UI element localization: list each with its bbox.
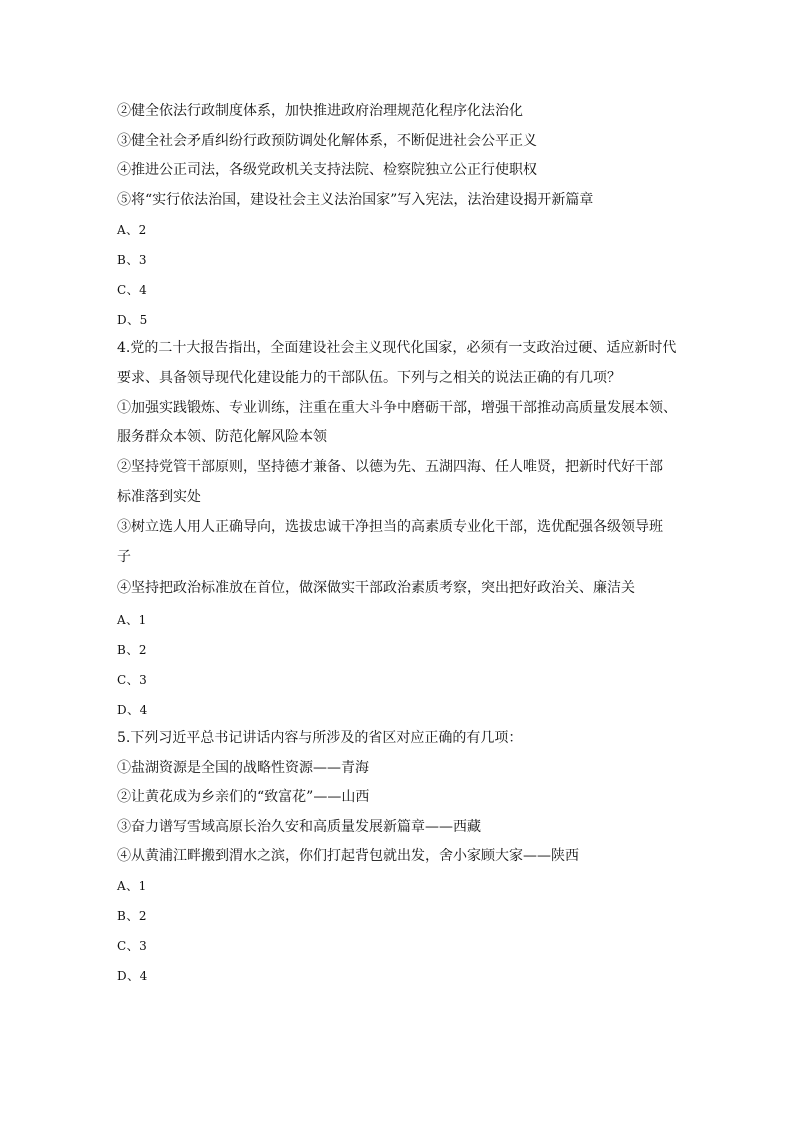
q3-option-c: C、4 <box>117 283 148 297</box>
q4-stem-line-2: 要求、具备领导现代化建设能力的干部队伍。下列与之相关的说法正确的有几项？ <box>117 370 621 386</box>
q5-option-b: B、2 <box>117 909 147 923</box>
q4-statement-2-line-2: 标准落到实处 <box>117 489 201 505</box>
q4-statement-3-line-2: 子 <box>117 549 131 565</box>
q4-option-c: C、3 <box>117 673 148 687</box>
q5-option-d: D、4 <box>117 969 148 983</box>
q5-statement-2: ②让黄花成为乡亲们的“致富花”——山西 <box>117 789 370 805</box>
q4-statement-2-line-1: ②坚持党管干部原则，坚持德才兼备、以德为先、五湖四海、任人唯贤，把新时代好干部 <box>117 459 663 475</box>
q3-option-a: A、2 <box>117 223 147 237</box>
q3-statement-4: ④推进公正司法，各级党政机关支持法院、检察院独立公正行使职权 <box>117 162 537 178</box>
q5-statement-4: ④从黄浦江畔搬到渭水之滨，你们打起背包就出发，舍小家顾大家——陕西 <box>117 848 579 864</box>
q3-option-b: B、3 <box>117 253 147 267</box>
q4-statement-1-line-2: 服务群众本领、防范化解风险本领 <box>117 429 327 445</box>
q4-statement-1-line-1: ①加强实践锻炼、专业训练，注重在重大斗争中磨砺干部，增强干部推动高质量发展本领、 <box>117 400 677 416</box>
q5-option-a: A、1 <box>117 879 147 893</box>
q4-statement-3-line-1: ③树立选人用人正确导向，选拔忠诚干净担当的高素质专业化干部，选优配强各级领导班 <box>117 519 663 535</box>
q5-stem: 5.下列习近平总书记讲话内容与所涉及的省区对应正确的有几项： <box>117 730 523 746</box>
q4-option-a: A、1 <box>117 613 147 627</box>
q4-stem-line-1: 4.党的二十大报告指出，全面建设社会主义现代化国家，必须有一支政治过硬、适应新时代 <box>117 340 677 356</box>
q5-statement-1: ①盐湖资源是全国的战略性资源——青海 <box>117 760 369 776</box>
q3-option-d: D、5 <box>117 313 148 327</box>
q3-statement-2: ②健全依法行政制度体系，加快推进政府治理规范化程序化法治化 <box>117 103 523 119</box>
q3-statement-3: ③健全社会矛盾纠纷行政预防调处化解体系，不断促进社会公平正义 <box>117 133 537 149</box>
q4-option-d: D、4 <box>117 703 148 717</box>
q4-option-b: B、2 <box>117 643 147 657</box>
q5-option-c: C、3 <box>117 939 148 953</box>
q5-statement-3: ③奋力谱写雪域高原长治久安和高质量发展新篇章——西藏 <box>117 819 481 835</box>
q3-statement-5: ⑤将“实行依法治国，建设社会主义法治国家”写入宪法，法治建设揭开新篇章 <box>117 192 594 208</box>
q4-statement-4: ④坚持把政治标准放在首位，做深做实干部政治素质考察，突出把好政治关、廉洁关 <box>117 580 635 596</box>
